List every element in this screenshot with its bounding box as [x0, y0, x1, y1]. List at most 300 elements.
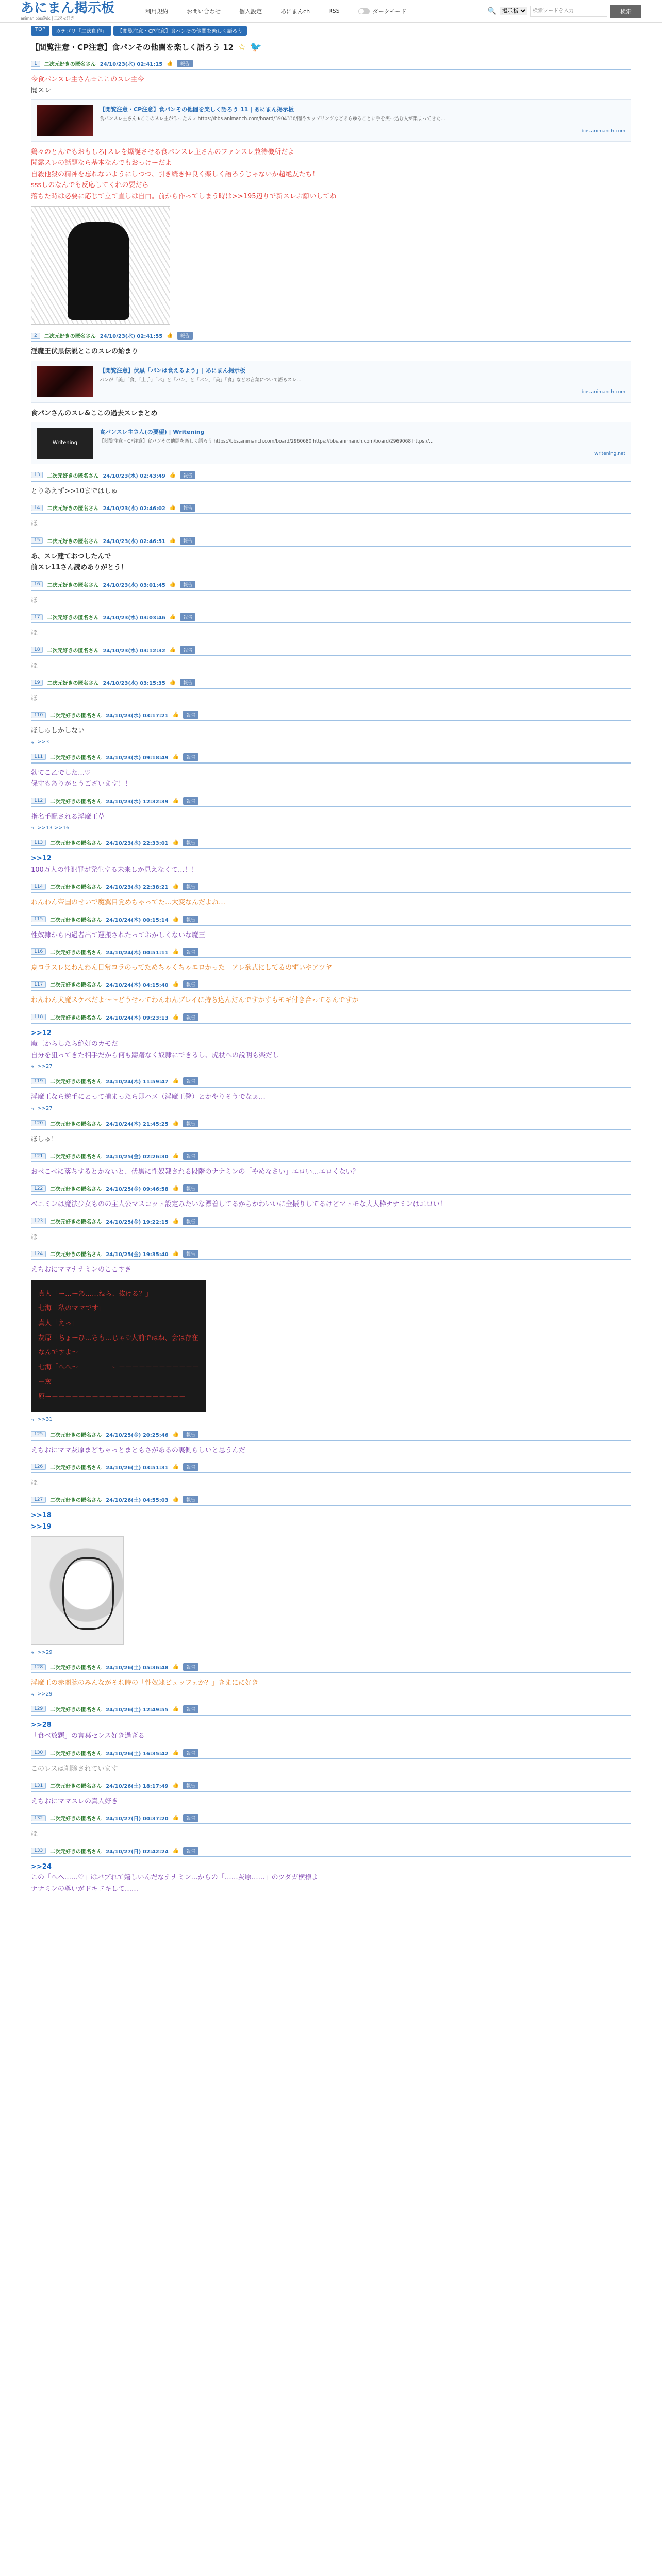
dark-mode-label: ダークモード [372, 8, 407, 15]
good-icon[interactable]: 👍 [172, 1464, 179, 1470]
post-line: 自殺他殺の精神を忘れないようにしつつ、引き続き仲良く楽しく語ろうじゃないか超絶友たち！ [31, 170, 319, 178]
post-body [31, 1092, 631, 1103]
good-icon[interactable]: 👍 [172, 1078, 179, 1084]
nav-settings[interactable]: 個人設定 [239, 8, 262, 15]
reply-link[interactable]: >>31 [37, 1417, 53, 1422]
post-body [31, 853, 631, 875]
post-body [31, 1028, 631, 1061]
site-logo[interactable] [21, 2, 114, 21]
reply-link[interactable]: >>27 [37, 1106, 53, 1112]
chat-line: 真人「ー…ーあ……ねら、抜ける？」 [38, 1290, 153, 1298]
poster-name: 二次元好きの匿名さん [50, 841, 102, 847]
good-icon[interactable]: 👍 [172, 1497, 179, 1503]
post-body [31, 1796, 631, 1807]
good-icon[interactable]: 👍 [169, 680, 176, 685]
good-icon[interactable]: 👍 [172, 916, 179, 922]
post-body [31, 1166, 631, 1177]
post-header [31, 797, 631, 807]
good-icon[interactable]: 👍 [169, 537, 176, 544]
report-button[interactable]: 報告 [183, 753, 198, 761]
post-line: ほ [31, 596, 38, 604]
post-date: 24/10/23(水) 02:41:55 [100, 334, 163, 340]
link-info [100, 428, 625, 459]
post-line: ほしゅしかしない [31, 727, 85, 735]
good-icon[interactable]: 👍 [169, 647, 176, 653]
report-button[interactable]: 報告 [183, 1250, 198, 1258]
poster-name: 二次元好きの匿名さん [50, 1121, 102, 1127]
post-number[interactable]: 127 [31, 1497, 46, 1503]
reply-icon: ⤷ [31, 1649, 35, 1656]
search-scope-select[interactable] [500, 7, 527, 15]
post-header [31, 1463, 631, 1473]
breadcrumb-category[interactable]: カテゴリ「二次創作」 [52, 26, 111, 36]
report-button[interactable]: 報告 [183, 1463, 198, 1471]
poster-name: 二次元好きの匿名さん [50, 1784, 102, 1789]
link-thumbnail [37, 366, 93, 397]
nav-contact[interactable]: お問い合わせ [187, 8, 221, 15]
post-number[interactable]: 128 [31, 1664, 46, 1670]
post-number[interactable]: 131 [31, 1783, 46, 1789]
post-date: 24/10/26(土) 05:36:48 [106, 1665, 169, 1671]
post [31, 980, 631, 1006]
post [31, 1496, 631, 1656]
link-title[interactable]: 【閲覧注意】伏黒「パンは食えるよう」| あにまん掲示板 [100, 367, 245, 374]
chat-screenshot[interactable] [31, 1280, 206, 1412]
post-body [31, 811, 631, 822]
post-body [31, 595, 631, 606]
post-line: 鶏々のとんでもおもしろ[スレを爆誕させる食パンスレ主さんのファンスレ兼待機所だよ [31, 148, 295, 156]
post-line: えちおにママナナミンのここすき [31, 1266, 132, 1274]
post [31, 646, 631, 671]
post [31, 581, 631, 606]
good-icon[interactable]: 👍 [172, 1153, 179, 1159]
star-icon[interactable]: ☆ [238, 42, 246, 53]
post-body [31, 1764, 631, 1774]
post-body [31, 486, 631, 497]
report-button[interactable]: 報告 [183, 839, 198, 846]
post-body [31, 660, 631, 671]
post-header [31, 1749, 631, 1759]
post-body [31, 768, 631, 790]
post-line: >>19 [31, 1522, 52, 1531]
link-title[interactable]: 食パンスレ主さん(の要望) | Writening [100, 428, 205, 435]
post-date: 24/10/24(木) 09:23:13 [106, 1015, 169, 1021]
search-button[interactable]: 検索 [610, 5, 641, 18]
reply-link[interactable]: >>27 [37, 1063, 53, 1070]
post-number[interactable]: 123 [31, 1218, 46, 1224]
link-domain: writening.net [594, 451, 625, 456]
post-date: 24/10/24(木) 04:15:40 [106, 982, 169, 989]
poster-name: 二次元好きの匿名さん [50, 1252, 102, 1258]
post-date: 24/10/25(金) 20:25:46 [106, 1432, 169, 1438]
report-button[interactable]: 報告 [183, 797, 198, 805]
post-date: 24/10/24(木) 00:15:14 [106, 917, 169, 923]
post-number[interactable]: 133 [31, 1848, 46, 1854]
post-header [31, 60, 631, 70]
post-header [31, 1013, 631, 1024]
post [31, 916, 631, 941]
report-button[interactable]: 報告 [180, 471, 195, 479]
post-line: >>18 [31, 1512, 52, 1520]
good-icon[interactable]: 👍 [172, 1185, 179, 1192]
post-number[interactable]: 2 [31, 333, 40, 339]
post-number[interactable]: 122 [31, 1185, 46, 1192]
post-line: sssしのなんでも反応してくれの要だら [31, 181, 149, 190]
reply-link[interactable]: >>13 >>16 [37, 825, 70, 831]
post-number[interactable]: 16 [31, 581, 43, 587]
link-thumbnail: Writening [37, 428, 93, 459]
link-card[interactable] [31, 422, 631, 464]
good-icon[interactable]: 👍 [172, 1014, 179, 1020]
post [31, 711, 631, 745]
post-line: 闇スレ [31, 87, 52, 95]
post-number[interactable]: 132 [31, 1815, 46, 1821]
post-number[interactable]: 120 [31, 1120, 46, 1126]
post-body [31, 1677, 631, 1688]
poster-name: 二次元好きの匿名さん [50, 1154, 102, 1160]
post-header [31, 537, 631, 547]
post-line: 保守もありがとうございます！！ [31, 780, 132, 788]
nav-rss[interactable]: RSS [328, 8, 340, 14]
post-body [31, 1861, 631, 1894]
poster-name: 二次元好きの匿名さん [50, 1465, 102, 1471]
toggle-switch[interactable] [358, 8, 370, 14]
reply-links [31, 739, 631, 746]
post-list [31, 60, 631, 1894]
manga-image[interactable] [31, 206, 170, 325]
report-button[interactable]: 報告 [180, 581, 195, 588]
thread-main [31, 39, 631, 1894]
post-header [31, 1217, 631, 1228]
reply-link[interactable]: >>29 [37, 1691, 53, 1698]
post-header [31, 1782, 631, 1792]
post-line: 夏コラスレにわんわん日常コラのってためちゃくちゃエロかった アレ欲式にしてるのずいやアツヤ [31, 963, 332, 972]
post-number[interactable]: 17 [31, 614, 43, 620]
link-title[interactable]: 【閲覧注意・CP注意】食パンその他闇を楽しく語ろう 11 | あにまん掲示板 [100, 106, 294, 113]
report-button[interactable]: 報告 [183, 1496, 198, 1503]
post-line: >>24 [31, 1862, 52, 1871]
post-number[interactable]: 117 [31, 981, 46, 988]
report-button[interactable]: 報告 [183, 1120, 198, 1127]
good-icon[interactable]: 👍 [167, 333, 173, 339]
link-description: パンが「美」「食」「上手」「パ」と「パン」と「パン」「美」「食」などの言葉について語るスレ… [100, 377, 302, 383]
post [31, 839, 631, 875]
report-button[interactable]: 報告 [183, 916, 198, 923]
post-number[interactable]: 125 [31, 1431, 46, 1437]
good-icon[interactable]: 👍 [172, 1120, 179, 1126]
post-header [31, 711, 631, 721]
report-button[interactable]: 報告 [183, 1847, 198, 1855]
post-line: ほ [31, 1479, 38, 1487]
chat-line: 原ー－－－－－－－－－－－－－－－－－－－－ [38, 1393, 186, 1401]
chat-line: 七海「私のママです」 [38, 1304, 106, 1313]
post [31, 797, 631, 832]
poster-name: 二次元好きの匿名さん [50, 1816, 102, 1822]
post [31, 1663, 631, 1698]
post-body [31, 1232, 631, 1243]
post-line: ほ [31, 629, 38, 637]
good-icon[interactable]: 👍 [172, 884, 179, 890]
post-line: >>28 [31, 1721, 52, 1729]
post-header [31, 581, 631, 591]
post-line: えちおにママスレの真人好き [31, 1798, 119, 1805]
good-icon[interactable]: 👍 [172, 840, 179, 846]
post-line: 前スレ11さん読めありがとう！ [31, 564, 128, 572]
poster-name: 二次元好きの匿名さん [44, 62, 96, 67]
post-number[interactable]: 110 [31, 712, 46, 718]
post-line: ほ [31, 520, 38, 528]
post-line: わんわん帝国のせいで魔翼目覚めちゃってた…大変なんだよね… [31, 899, 226, 907]
post-line: ほ [31, 694, 38, 702]
post-header [31, 1705, 631, 1716]
report-button[interactable]: 報告 [180, 679, 195, 686]
post-number[interactable]: 124 [31, 1251, 46, 1257]
post [31, 1250, 631, 1423]
post-date: 24/10/27(日) 02:42:24 [106, 1849, 169, 1855]
logo-text[interactable]: あにまん掲示板 [21, 0, 115, 16]
post-date: 24/10/23(水) 02:43:49 [103, 473, 166, 479]
post-number[interactable]: 111 [31, 754, 46, 760]
post-line: わんわん犬魔スケベだよ〜〜どうせってわんわんプレイに持ち込んだんですかすもモギ付き合ってるんですか [31, 996, 359, 1005]
poster-name: 二次元好きの匿名さん [50, 1498, 102, 1504]
post-number[interactable]: 115 [31, 916, 46, 922]
report-button[interactable]: 報告 [180, 646, 195, 654]
post-number[interactable]: 14 [31, 505, 43, 511]
link-card[interactable] [31, 361, 631, 403]
good-icon[interactable]: 👍 [169, 581, 176, 587]
reply-links [31, 1105, 631, 1112]
poster-name: 二次元好きの匿名さん [50, 1665, 102, 1671]
post-line: あ、スレ建ておつしたんで [31, 552, 111, 561]
poster-name: 二次元好きの匿名さん [50, 1432, 102, 1438]
post-line: 100万人の性犯罪が発生する未来しか見えなくて…！！ [31, 866, 198, 874]
poster-name: 二次元好きの匿名さん [50, 982, 102, 989]
poster-name: 二次元好きの匿名さん [50, 1849, 102, 1855]
link-domain: bbs.animanch.com [581, 128, 625, 134]
report-button[interactable]: 報告 [183, 1152, 198, 1160]
manga-figure [68, 222, 129, 320]
reply-icon: ⤷ [31, 1105, 35, 1112]
post-date: 24/10/26(土) 03:51:31 [106, 1465, 169, 1471]
report-button[interactable]: 報告 [177, 60, 193, 67]
post-header [31, 1496, 631, 1506]
post-body [31, 995, 631, 1006]
manga-image[interactable] [31, 1536, 124, 1645]
post-line: ほ [31, 662, 38, 670]
post-date: 24/10/23(水) 09:18:49 [106, 755, 169, 761]
post-date: 24/10/25(金) 19:35:40 [106, 1252, 169, 1258]
post-date: 24/10/26(土) 12:49:55 [106, 1707, 169, 1713]
post [31, 1184, 631, 1210]
post-body [31, 1720, 631, 1742]
post-body [31, 962, 631, 973]
report-button[interactable]: 報告 [183, 1431, 198, 1438]
post-line: 聞露スレの話題なら基本なんでもおっけーだよ [31, 159, 172, 167]
poster-name: 二次元好きの匿名さん [50, 917, 102, 923]
post [31, 1814, 631, 1839]
poster-name: 二次元好きの匿名さん [50, 713, 102, 719]
breadcrumb [0, 23, 662, 39]
good-icon[interactable]: 👍 [172, 712, 179, 718]
post-header [31, 1250, 631, 1260]
poster-name: 二次元好きの匿名さん [47, 615, 99, 621]
post-header [31, 1814, 631, 1824]
report-button[interactable]: 報告 [183, 1663, 198, 1671]
post-number[interactable]: 119 [31, 1078, 46, 1084]
poster-name: 二次元好きの匿名さん [47, 648, 99, 654]
post-header [31, 471, 631, 482]
poster-name: 二次元好きの匿名さん [50, 950, 102, 956]
post [31, 1120, 631, 1145]
post-header [31, 948, 631, 958]
link-card[interactable] [31, 99, 631, 142]
post [31, 948, 631, 973]
breadcrumb-top[interactable]: TOP [31, 26, 49, 36]
good-icon[interactable]: 👍 [167, 61, 173, 66]
reply-links [31, 824, 631, 832]
good-icon[interactable]: 👍 [172, 1664, 179, 1670]
reply-link[interactable]: >>3 [37, 739, 49, 745]
dark-mode-toggle[interactable] [358, 7, 407, 15]
post-number[interactable]: 13 [31, 472, 43, 478]
post [31, 504, 631, 529]
report-button[interactable]: 報告 [183, 1782, 198, 1789]
post-header [31, 613, 631, 623]
report-button[interactable]: 報告 [180, 504, 195, 512]
poster-name: 二次元好きの匿名さん [50, 1219, 102, 1225]
good-icon[interactable]: 👍 [172, 1815, 179, 1821]
good-icon[interactable]: 👍 [169, 505, 176, 511]
poster-name: 二次元好きの匿名さん [50, 799, 102, 805]
post-date: 24/10/23(水) 03:17:21 [106, 713, 169, 719]
link-thumbnail [37, 105, 93, 136]
post-number[interactable]: 114 [31, 884, 46, 890]
post-number[interactable]: 113 [31, 840, 46, 846]
post-date: 24/10/23(水) 02:46:51 [103, 538, 166, 545]
poster-name: 二次元好きの匿名さん [50, 1079, 102, 1086]
reply-icon: ⤷ [31, 1063, 35, 1070]
post [31, 883, 631, 908]
report-button[interactable]: 報告 [183, 1217, 198, 1225]
good-icon[interactable]: 👍 [172, 798, 179, 804]
post-header [31, 1152, 631, 1162]
post-date: 24/10/26(土) 04:55:03 [106, 1498, 169, 1504]
post-number[interactable]: 121 [31, 1153, 46, 1159]
post-line: 魔王からしたら絶好のカモだ [31, 1040, 119, 1048]
post-header [31, 1120, 631, 1130]
post-line: 自分を狙ってきた相手だから何も躊躇なく奴隷にできるし、虎杖への説明も楽だし [31, 1051, 279, 1059]
chat-line: 灰原「ちょーひ…ちも…じゃ♡人前ではね、会は存在なんですよ〜 [38, 1334, 198, 1357]
post-number[interactable]: 130 [31, 1750, 46, 1756]
link-info [100, 366, 625, 397]
good-icon[interactable]: 👍 [172, 1848, 179, 1854]
post-number[interactable]: 112 [31, 798, 46, 804]
good-icon[interactable]: 👍 [169, 614, 176, 620]
post-body [31, 551, 631, 573]
post-body [31, 930, 631, 941]
post [31, 471, 631, 497]
post-header [31, 980, 631, 991]
report-button[interactable]: 報告 [183, 1749, 198, 1757]
report-button[interactable]: 報告 [183, 1184, 198, 1192]
post-number[interactable]: 116 [31, 948, 46, 955]
good-icon[interactable]: 👍 [172, 948, 179, 955]
good-icon[interactable]: 👍 [172, 1431, 179, 1437]
report-button[interactable]: 報告 [183, 980, 198, 988]
good-icon[interactable]: 👍 [172, 1783, 179, 1788]
nav-terms[interactable]: 利用規約 [145, 8, 169, 15]
post-header [31, 1847, 631, 1857]
report-button[interactable]: 報告 [183, 1077, 198, 1085]
post-header [31, 1077, 631, 1088]
post-number[interactable]: 15 [31, 537, 43, 544]
reply-links [31, 1063, 631, 1070]
post-body [31, 1264, 631, 1412]
nav-animanch[interactable]: あにまんch [280, 8, 310, 15]
post-line: 食パンさんのスレ&ここの過去スレまとめ [31, 409, 158, 417]
reply-links [31, 1691, 631, 1698]
post-number[interactable]: 129 [31, 1706, 46, 1712]
twitter-icon[interactable]: 🐦 [250, 42, 262, 53]
post-line: えちおにママ灰原まどちゃっとまともさがあるの裏側らしいと思うんだ [31, 1446, 246, 1454]
post-number[interactable]: 126 [31, 1464, 46, 1470]
post [31, 1431, 631, 1456]
report-button[interactable]: 報告 [183, 1705, 198, 1713]
search-input[interactable] [530, 6, 607, 17]
post [31, 1217, 631, 1243]
search-icon: 🔍 [487, 7, 496, 15]
post-header [31, 1184, 631, 1195]
good-icon[interactable]: 👍 [172, 1706, 179, 1712]
report-button[interactable]: 報告 [183, 711, 198, 719]
report-button[interactable]: 報告 [180, 537, 195, 545]
post-date: 24/10/23(水) 03:15:35 [103, 681, 166, 686]
good-icon[interactable]: 👍 [169, 472, 176, 478]
report-button[interactable]: 報告 [183, 1814, 198, 1822]
report-button[interactable]: 報告 [180, 613, 195, 621]
post-date: 24/10/23(水) 03:03:46 [103, 615, 166, 621]
post-body [31, 897, 631, 908]
link-domain: bbs.animanch.com [581, 389, 625, 395]
reply-links [31, 1416, 631, 1423]
poster-name: 二次元好きの匿名さん [50, 1707, 102, 1713]
post-number[interactable]: 118 [31, 1014, 46, 1020]
good-icon[interactable]: 👍 [172, 981, 179, 988]
post-number[interactable]: 1 [31, 61, 40, 67]
post-number[interactable]: 19 [31, 680, 43, 686]
good-icon[interactable]: 👍 [172, 1750, 179, 1756]
good-icon[interactable]: 👍 [172, 754, 179, 760]
thread-title [31, 42, 631, 53]
post-body [31, 628, 631, 638]
report-button[interactable]: 報告 [177, 332, 193, 340]
post-date: 24/10/23(水) 22:33:01 [106, 841, 169, 847]
post-body [31, 74, 631, 325]
post-date: 24/10/25(金) 02:26:30 [106, 1154, 169, 1160]
report-button[interactable]: 報告 [183, 948, 198, 956]
good-icon[interactable]: 👍 [172, 1251, 179, 1257]
post-line: とりあえず>>10まではしゅ [31, 487, 118, 495]
post-number[interactable]: 18 [31, 647, 43, 653]
breadcrumb-thread[interactable]: 【閲覧注意・CP注意】食パンその他闇を楽しく語ろう [113, 26, 247, 36]
post-line: 今食パンスレ主さん☆ここのスレ主今 [31, 76, 144, 83]
reply-link[interactable]: >>29 [37, 1649, 53, 1655]
good-icon[interactable]: 👍 [172, 1218, 179, 1224]
report-button[interactable]: 報告 [183, 883, 198, 890]
post [31, 1463, 631, 1488]
report-button[interactable]: 報告 [183, 1013, 198, 1021]
chat-line: 真人「えっ」 [38, 1319, 79, 1327]
